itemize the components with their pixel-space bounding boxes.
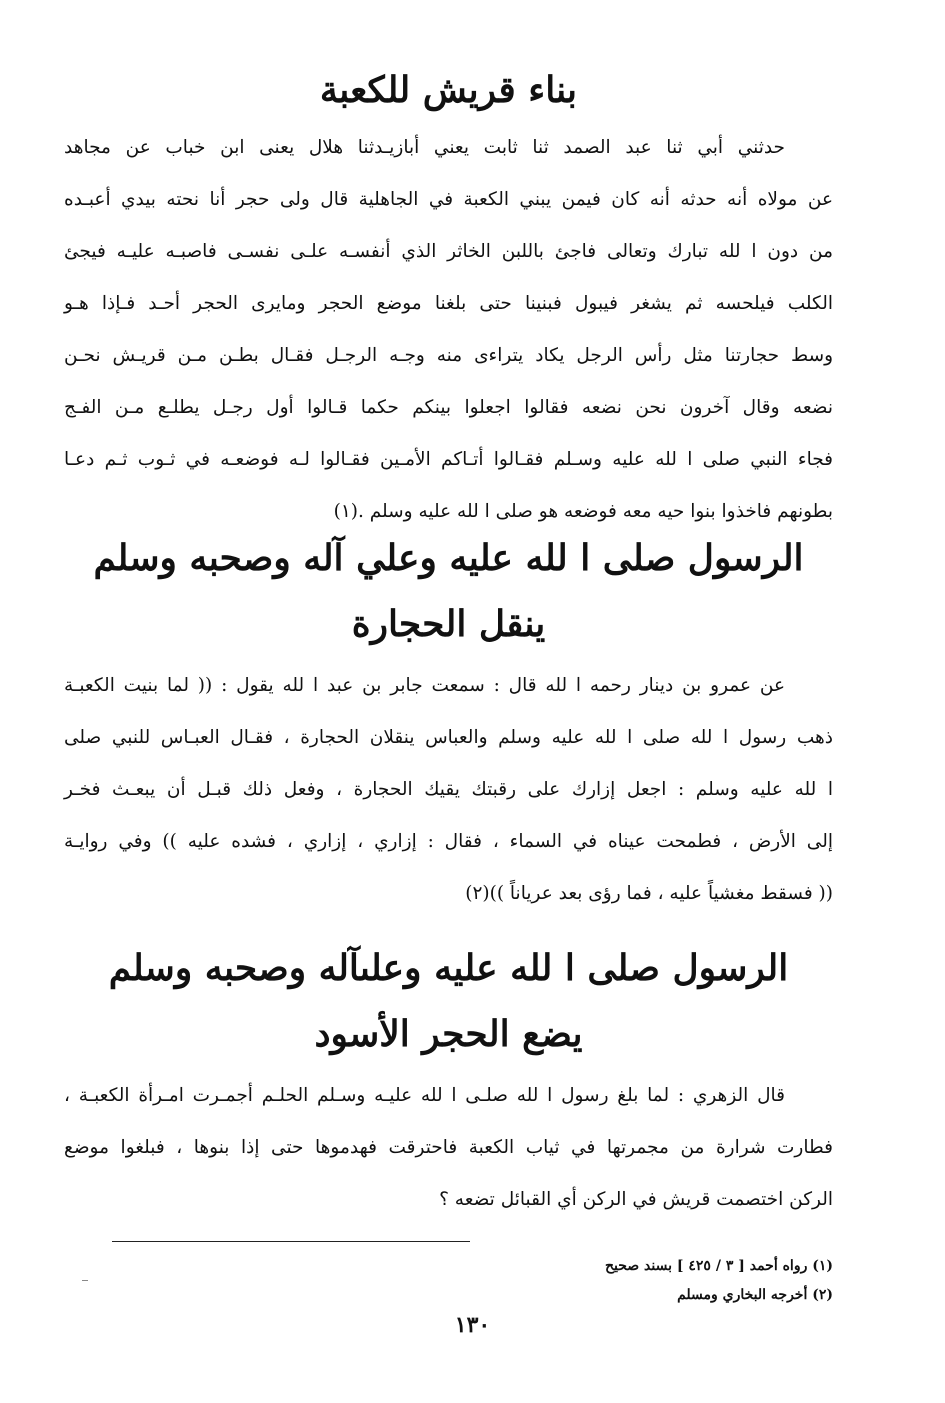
text-line: ذهب رسول ا لله صلى ا لله عليه وسلم والعباس ينقلان الحجارة ، فقـال العبـاس للنبي صلى <box>64 727 833 748</box>
section-2-title-line2: ينقل الحجارة <box>351 603 546 645</box>
section-2-paragraph <box>64 660 833 920</box>
text-line: من دون ا لله تبارك وتعالى فاجئ باللبن الخاثر الذي أنفسـه علـى نفسـى فاصبـه عليـه فيجئ <box>64 241 833 262</box>
footnotes <box>605 1252 833 1310</box>
text-line: نضعه وقال آخرون نحن نضعه فقالوا اجعلوا بينكم حكما قـالوا أول رجـل يطلـع مـن الفـج <box>64 397 833 418</box>
footnote-2: (٢) أخرجه البخاري ومسلم <box>677 1287 833 1303</box>
page-number: ١٣٠ <box>454 1312 491 1338</box>
text-line: عن عمرو بن دينار رحمه ا لله قال : سمعت جابر بن عبد ا لله يقول : (( لما بنيت الكعبـة <box>64 675 785 696</box>
section-3-title-line2: يضع الحجر الأسود <box>314 1013 583 1055</box>
text-line: فجاء النبي صلى ا لله عليه وسـلم فقـالوا أتـاكم الأمـين فقـالوا لـه فوضعـه في ثـوب ثـم دعـا <box>64 449 833 470</box>
section-1-paragraph <box>64 122 833 538</box>
section-3-body <box>64 1070 833 1226</box>
section-3-heading <box>64 935 833 1067</box>
text-line: إلى الأرض ، فطمحت عيناه في السماء ، فقال : إزاري ، إزاري ، فشده عليه )) وفي روايـة <box>64 831 833 852</box>
section-2-body <box>64 660 833 920</box>
text-line: الركن اختصمت قريش في الركن أي القبائل تضعه ؟ <box>439 1189 833 1210</box>
section-2-heading <box>64 525 833 657</box>
text-line: وسط حجارتنا مثل رأس الرجل يكاد يتراءى منه وجـه الرجـل فقـال بطـن مـن قريـش نحـن <box>64 345 833 366</box>
section-3-paragraph <box>64 1070 833 1226</box>
text-line: حدثني أبي ثنا عبد الصمد ثنا ثابت يعني أبازيـدثنا هلال يعنى ابن خباب عن مجاهد <box>64 137 785 158</box>
section-1-body <box>64 122 833 538</box>
text-line: (( فسقط مغشياً عليه ، فما رؤى بعد عرياناً ))(٢) <box>465 883 833 904</box>
text-line: ا لله عليه وسلم : اجعل إزارك على رقبتك يقيك الحجارة ، وفعل ذلك قبـل أن يبعـث فخـر <box>64 779 833 800</box>
section-3-title-line1: الرسول صلى ا لله عليه وعلىآله وصحبه وسلم <box>108 947 789 989</box>
text-line: فطارت شرارة من مجمرتها في ثياب الكعبة فاحترقت فهدموها حتى إذا بنوها ، فبلغوا موضع <box>64 1137 833 1158</box>
text-line: قال الزهري : لما بلغ رسول ا لله صلـى ا لله عليـه وسـلم الحلـم أجمـرت امـرأة الكعبـة ، <box>64 1085 785 1106</box>
footnote-1: (١) رواه أحمد [ ٣ / ٤٢٥ ] بسند صحيح <box>604 1258 833 1274</box>
text-line: بطونهم فاخذوا بنوا حيه معه فوضعه هو صلى ا لله عليه وسلم .(١) <box>333 501 833 522</box>
section-1-title: بناء قريش للكعبة <box>319 69 578 111</box>
text-line: الكلب فيلحسه ثم يشغر فيبول فبنينا حتى بلغنا موضع الحجر ومايرى الحجر أحـد فـإذا هـو <box>64 293 833 314</box>
section-1 <box>64 64 833 116</box>
text-line: عن مولاه أنه حدثه أنه كان فيمن يبني الكعبة في الجاهلية قال ولى حجر أنا نحته بيدي أعبـده <box>64 189 833 210</box>
footnote-separator <box>112 1241 470 1242</box>
section-2-title-line1: الرسول صلى ا لله عليه وعلي آله وصحبه وسلم <box>93 537 804 579</box>
margin-mark <box>82 1280 88 1281</box>
